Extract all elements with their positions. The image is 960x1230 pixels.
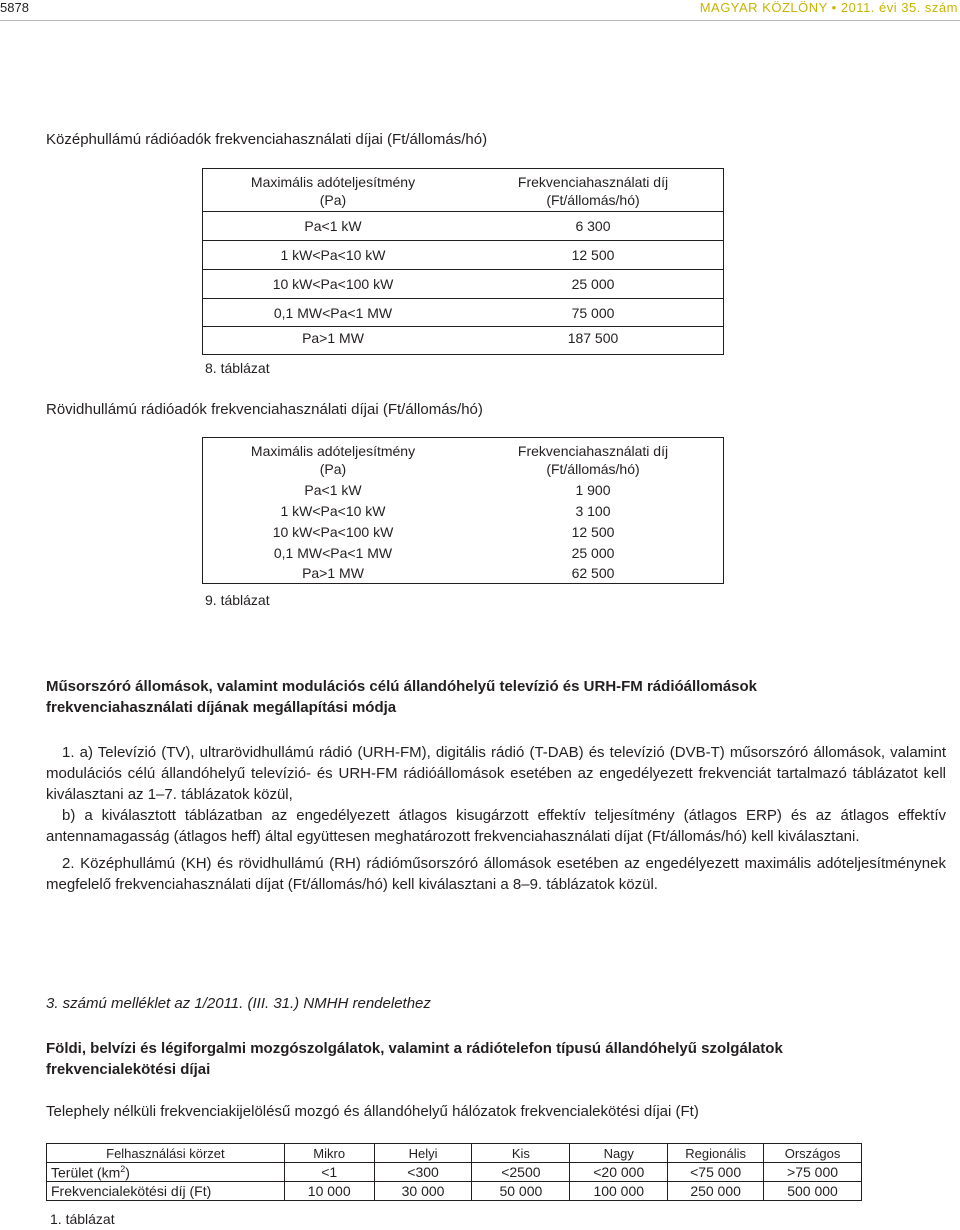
table-row: 0,1 MW<Pa<1 MW 25 000 — [273, 545, 615, 561]
table-row: 1 kW<Pa<10 kW 3 100 — [280, 503, 611, 519]
table-row: 10 kW<Pa<100 kW 25 000 — [272, 276, 615, 292]
table-row: 1 kW<Pa<10 kW 12 500 — [280, 247, 615, 263]
table9-caption: 9. táblázat — [205, 592, 270, 608]
table-row: Pa<1 kW 1 900 — [304, 482, 611, 498]
table1-caption: 1. táblázat — [50, 1211, 115, 1227]
table9-title: Rövidhullámú rádióadók frekvenciahasználati díjai (Ft/állomás/hó) — [46, 401, 483, 418]
section-heading: Műsorszóró állomások, valamint modulációs célú állandóhelyű televízió és URH-FM rádióállomások frekvenciahasználati díjának megállapítási módja — [46, 678, 758, 716]
paragraph-1b: b) a kiválasztott táblázatban az engedélyezett átlagos kisugárzott effektív teljesítmény (átlagos ERP) és az átlagos effektív antennamagasság (átlagos heff) által együttesen meghatározott frekvenciahasználati díjat (Ft/állomás/hó) kell kiválasztani. — [46, 807, 946, 845]
annex-subtitle: Telephely nélküli frekvenciakijelölésű mozgó és állandóhelyű hálózatok frekvencialekötési díjai (Ft) — [46, 1103, 699, 1120]
table8-col2-l2: (Ft/állomás/hó) — [546, 192, 640, 208]
table8-caption: 8. táblázat — [205, 360, 270, 376]
table-row: Pa>1 MW 187 500 — [302, 330, 619, 346]
table-row: Pa>1 MW 62 500 — [302, 565, 615, 581]
table-row: Frekvencialekötési díj (Ft) 10 000 30 000 50 000 100 000 250 000 500 000 — [47, 1182, 862, 1201]
table8-col1-l1: Maximális adóteljesítmény — [250, 174, 416, 190]
table8 — [202, 168, 724, 355]
table-row: 10 kW<Pa<100 kW 12 500 — [272, 524, 615, 540]
annex-heading: Földi, belvízi és légiforgalmi mozgószolgálatok, valamint a rádiótelefon típusú állandóhelyű szolgálatok frekvencialekötési díjai — [46, 1040, 783, 1078]
table9-col2-l1: Frekvenciahasználati díj — [517, 443, 669, 459]
table9-col1-l2: (Pa) — [319, 461, 347, 477]
page-header — [0, 0, 960, 21]
table1 — [46, 1143, 862, 1201]
table9-header — [203, 442, 723, 478]
journal-title: MAGYAR KÖZLÖNY • 2011. évi 35. szám — [699, 0, 958, 15]
annex-reference: 3. számú melléklet az 1/2011. (III. 31.) NMHH rendelethez — [46, 995, 431, 1012]
table-row: Pa<1 kW 6 300 — [304, 218, 611, 234]
table8-header — [203, 173, 723, 209]
table9 — [202, 437, 724, 584]
paragraph-1a: 1. a) Televízió (TV), ultrarövidhullámú rádió (URH-FM), digitális rádió (T-DAB) és televízió (DVB-T) műsorszóró állomások, valamint modulációs célú állandóhelyű televízió- és URH-FM rádióállomások esetében az engedélyezett frekvenciát tartalmazó táblázatot kell kiválasztani az 1–7. táblázatok közül, — [46, 744, 946, 803]
table9-col1-l1: Maximális adóteljesítmény — [250, 443, 416, 459]
table-row: Terület $(km^2)$ <1 <300 <2500 <20 000 <75 000 >75 000 — [47, 1163, 862, 1182]
table1-header: Felhasználási körzet Mikro Helyi Kis Nagy Regionális Országos — [47, 1144, 862, 1163]
table8-title: Középhullámú rádióadók frekvenciahasználati díjai (Ft/állomás/hó) — [46, 131, 488, 148]
paragraph-2: 2. Középhullámú (KH) és rövidhullámú (RH) rádióműsorszóró állomások esetében az engedélyezett maximális adóteljesítménynek megfelelő frekvenciahasználati díjat (Ft/állomás/hó) kell kiválasztani a 8–9. táblázatok közül. — [46, 855, 946, 893]
table8-col2-l1: Frekvenciahasználati díj — [517, 174, 669, 190]
table-row: 0,1 MW<Pa<1 MW 75 000 — [273, 305, 615, 321]
table9-col2-l2: (Ft/állomás/hó) — [546, 461, 640, 477]
page-number: 5878 — [0, 0, 29, 15]
table8-col1-l2: (Pa) — [319, 192, 347, 208]
